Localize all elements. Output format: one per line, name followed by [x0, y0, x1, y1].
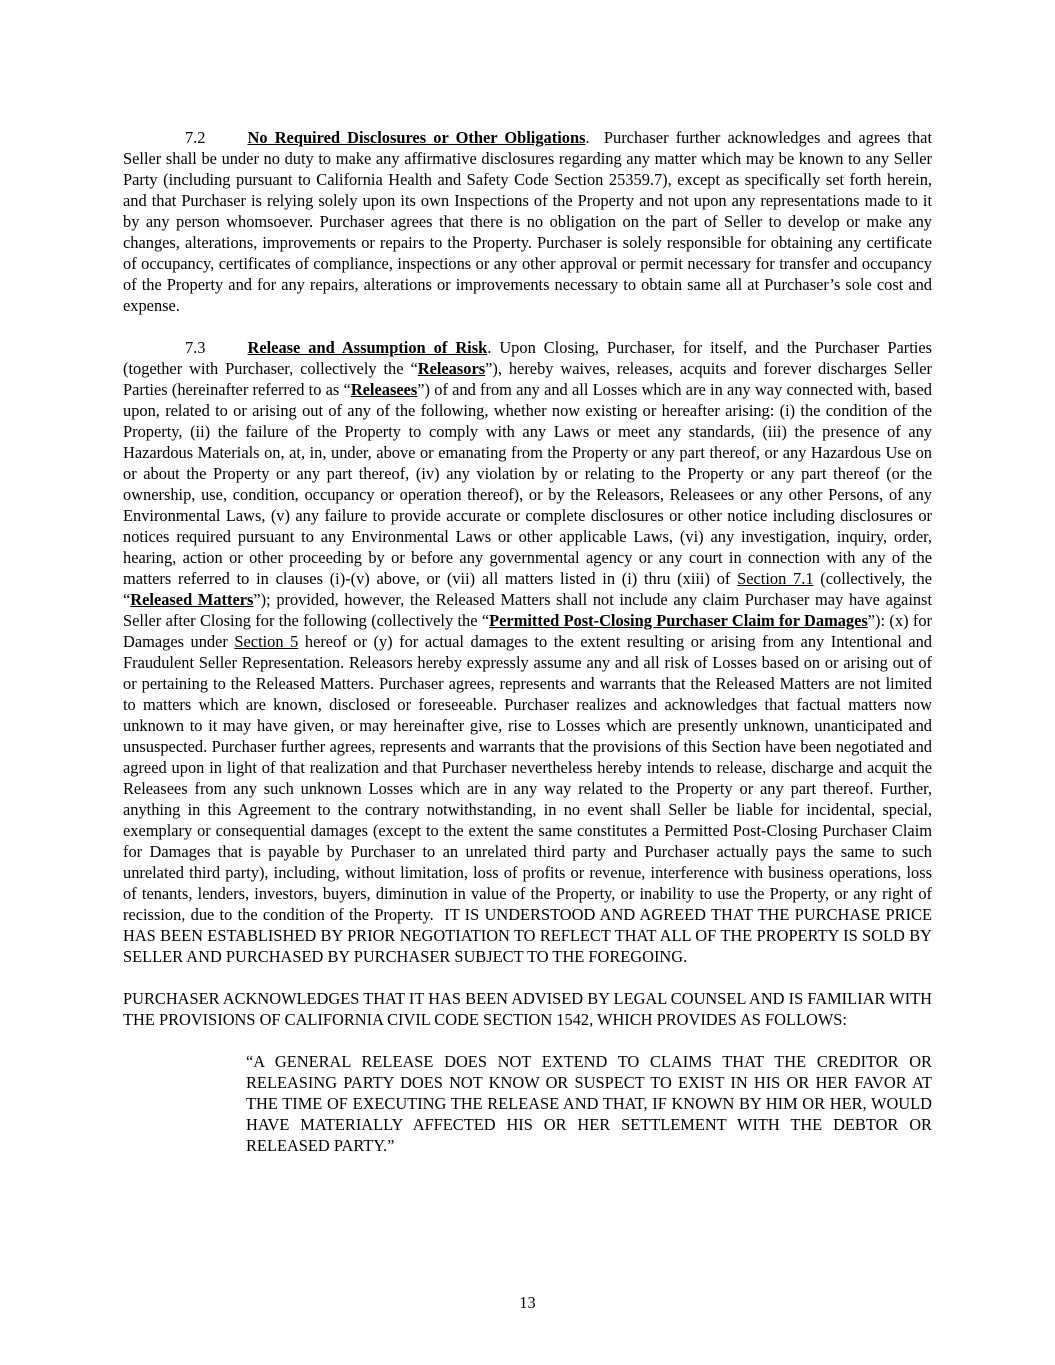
paragraph-section-7-2: 7.2 No Required Disclosures or Other Obligations. Purchaser further acknowledges and agrees that Seller shall be under no duty to make any affirmative disclosures regarding any matter which may be known to any Seller Party (including pursuant to California Health and Safety Code Section 25359.7), except as specifically set forth herein, and that Purchaser is relying solely upon its own Inspections of the Property and not upon any representations made to it by any person whomsoever. Purchaser agrees that there is no obligation on the part of Seller to develop or make any changes, alterations, improvements or repairs to the Property. Purchaser is solely responsible for obtaining any certificate of occupancy, certificates of compliance, inspections or any other approval or permit necessary for transfer and occupancy of the Property and for any repairs, alterations or improvements necessary to obtain same all at Purchaser’s sole cost and expense.: [123, 128, 932, 315]
paragraph-counsel-acknowledgment: PURCHASER ACKNOWLEDGES THAT IT HAS BEEN ADVISED BY LEGAL COUNSEL AND IS FAMILIAR WITH THE PROVISIONS OF CALIFORNIA CIVIL CODE SECTION 1542, WHICH PROVIDES AS FOLLOWS:: [123, 989, 932, 1029]
blockquote-civil-code-1542: “A GENERAL RELEASE DOES NOT EXTEND TO CLAIMS THAT THE CREDITOR OR RELEASING PARTY DOES NOT KNOW OR SUSPECT TO EXIST IN HIS OR HER FAVOR AT THE TIME OF EXECUTING THE RELEASE AND THAT, IF KNOWN BY HIM OR HER, WOULD HAVE MATERIALLY AFFECTED HIS OR HER SETTLEMENT WITH THE DEBTOR OR RELEASED PARTY.”: [246, 1052, 932, 1155]
page-number: 13: [519, 1293, 536, 1312]
document-body: [123, 127, 932, 1156]
paragraph-section-7-3: 7.3 Release and Assumption of Risk. Upon Closing, Purchaser, for itself, and the Purchaser Parties (together with Purchaser, collectively the “Releasors”), hereby waives, releases, acquits and forever discharges Seller Parties (hereinafter referred to as “Releasees”) of and from any and all Losses which are in any way connected with, based upon, related to or arising out of any of the following, whether now existing or hereafter arising: (i) the condition of the Property, (ii) the failure of the Property to comply with any Laws or meet any standards, (iii) the presence of any Hazardous Materials on, at, in, under, above or emanating from the Property or any part thereof, or any Hazardous Use on or about the Property or any part thereof, (iv) any violation by or relating to the Property or any part thereof (or the ownership, use, condition, occupancy or operation thereof), or by the Releasors, Releasees or any other Persons, of any Environmental Laws, (v) any failure to provide accurate or complete disclosures or other notice including disclosures or notices required pursuant to any Environmental Laws or other applicable Laws, (vi) any investigation, inquiry, order, hearing, action or other proceeding by or before any governmental agency or any court in connection with any of the matters referred to in clauses (i)-(v) above, or (vii) all matters listed in (i) thru (xiii) of Section 7.1 (collectively, the “Released Matters”); provided, however, the Released Matters shall not include any claim Purchaser may have against Seller after Closing for the following (collectively the “Permitted Post-Closing Purchaser Claim for Damages”): (x) for Damages under Section 5 hereof or (y) for actual damages to the extent resulting or arising from any Intentional and Fraudulent Seller Representation. Releasors hereby expressly assume any and all risk of Losses based on or arising out of or pertaining to the Released Matters. Purchaser agrees, represents and warrants that the Released Matters are not limited to matters which are known, disclosed or foreseeable. Purchaser realizes and acknowledges that factual matters now unknown to it may have given, or may hereinafter give, rise to Losses which are presently unknown, unanticipated and unsuspected. Purchaser further agrees, represents and warrants that the provisions of this Section have been negotiated and agreed upon in light of that realization and that Purchaser nevertheless hereby intends to release, discharge and acquit the Releasees from any such unknown Losses which are in any way related to the Property or any part thereof. Further, anything in this Agreement to the contrary notwithstanding, in no event shall Seller be liable for incidental, special, exemplary or consequential damages (except to the extent the same constitutes a Permitted Post-Closing Purchaser Claim for Damages that is payable by Purchaser to an unrelated third party and Purchaser actually pays the same to such unrelated third party), including, without limitation, loss of profits or revenue, interference with business operations, loss of tenants, lenders, investors, buyers, diminution in value of the Property, or inability to use the Property, or any right of recission, due to the condition of the Property. IT IS UNDERSTOOD AND AGREED THAT THE PURCHASE PRICE HAS BEEN ESTABLISHED BY PRIOR NEGOTIATION TO REFLECT THAT ALL OF THE PROPERTY IS SOLD BY SELLER AND PURCHASED BY PURCHASER SUBJECT TO THE FOREGOING.: [123, 338, 933, 966]
